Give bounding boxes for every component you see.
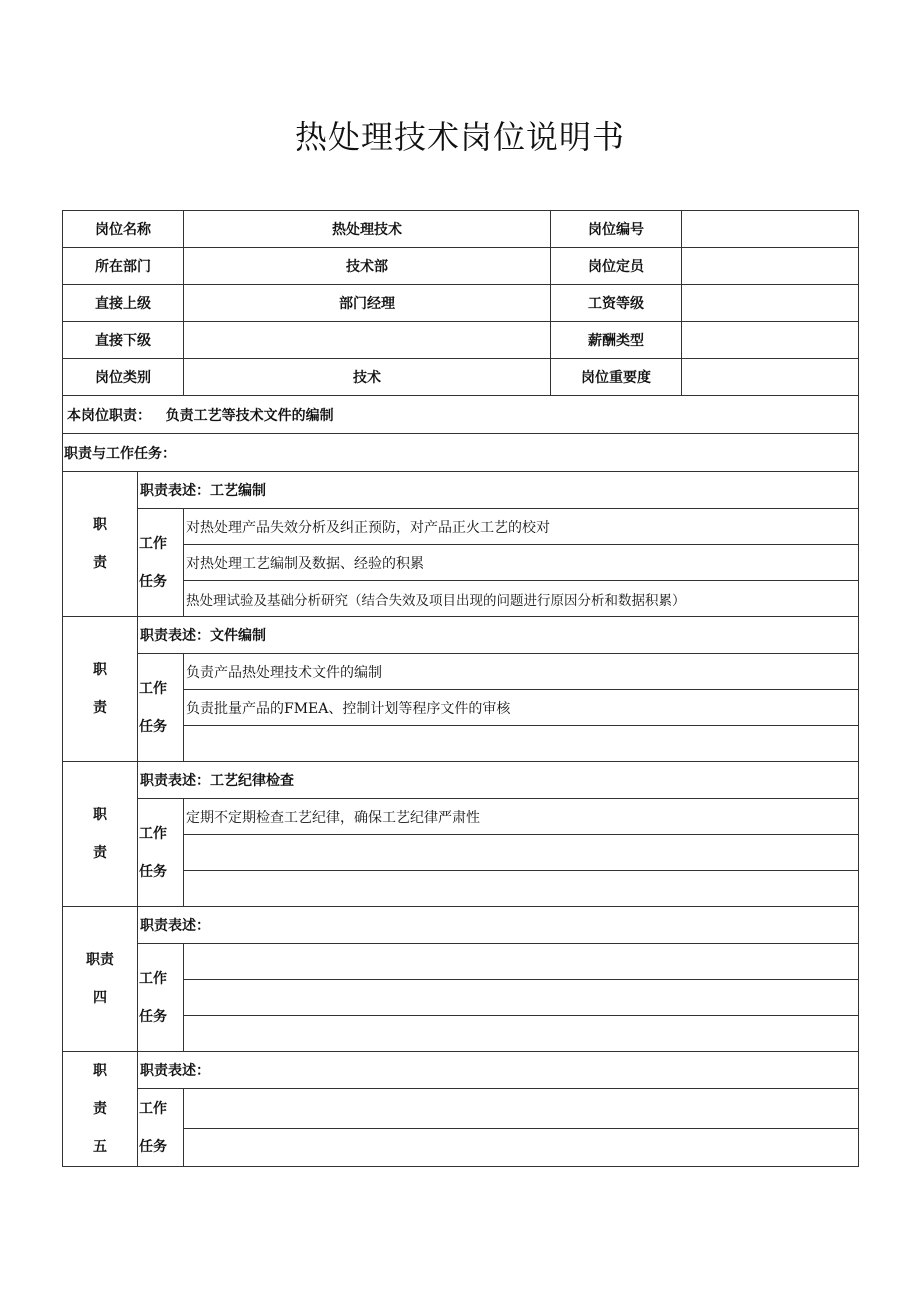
duty-4-task bbox=[184, 980, 859, 1016]
category-value: 技术 bbox=[184, 359, 551, 396]
duty-description-row bbox=[63, 617, 859, 654]
duty-description-row bbox=[63, 472, 859, 509]
duty-1-task-label: 工作 任务 bbox=[138, 509, 184, 617]
salary-grade-label: 工资等级 bbox=[551, 285, 682, 322]
duty-4-description: 职责表述： bbox=[138, 907, 859, 944]
duty-2-task bbox=[184, 726, 859, 762]
duty-4-task bbox=[184, 1016, 859, 1052]
info-row bbox=[63, 359, 859, 396]
info-row bbox=[63, 248, 859, 285]
subordinate-value bbox=[184, 322, 551, 359]
duty-2-task: 负责产品热处理技术文件的编制 bbox=[184, 654, 859, 690]
pay-type-label: 薪酬类型 bbox=[551, 322, 682, 359]
position-name-label: 岗位名称 bbox=[63, 211, 184, 248]
duty-4-task bbox=[184, 944, 859, 980]
headcount-value bbox=[682, 248, 859, 285]
duty-3-task: 定期不定期检查工艺纪律，确保工艺纪律严肃性 bbox=[184, 799, 859, 835]
duty-2-label: 职 责 bbox=[63, 617, 138, 762]
duty-2-task: 负责批量产品的FMEA、控制计划等程序文件的审核 bbox=[184, 690, 859, 726]
task-row bbox=[63, 509, 859, 545]
supervisor-value: 部门经理 bbox=[184, 285, 551, 322]
pay-type-value bbox=[682, 322, 859, 359]
duty-3-description: 职责表述：工艺纪律检查 bbox=[138, 762, 859, 799]
position-number-label: 岗位编号 bbox=[551, 211, 682, 248]
task-row bbox=[63, 654, 859, 690]
info-row bbox=[63, 322, 859, 359]
responsibility-label: 本岗位职责： bbox=[67, 407, 151, 424]
info-row bbox=[63, 285, 859, 322]
responsibility-cell bbox=[63, 396, 859, 434]
duty-description-row bbox=[63, 762, 859, 799]
subordinate-label: 直接下级 bbox=[63, 322, 184, 359]
duty-3-task bbox=[184, 835, 859, 871]
duty-1-task: 对热处理工艺编制及数据、经验的积累 bbox=[184, 545, 859, 581]
duty-1-label: 职 责 bbox=[63, 472, 138, 617]
category-label: 岗位类别 bbox=[63, 359, 184, 396]
duty-5-task bbox=[184, 1089, 859, 1129]
info-row bbox=[63, 211, 859, 248]
task-row bbox=[63, 799, 859, 835]
importance-label: 岗位重要度 bbox=[551, 359, 682, 396]
task-row bbox=[63, 1089, 859, 1129]
duty-3-task-label: 工作 任务 bbox=[138, 799, 184, 907]
duties-heading-row bbox=[63, 434, 859, 472]
duty-1-task: 对热处理产品失效分析及纠正预防，对产品正火工艺的校对 bbox=[184, 509, 859, 545]
duty-5-description: 职责表述： bbox=[138, 1052, 859, 1089]
duty-3-label: 职 责 bbox=[63, 762, 138, 907]
salary-grade-value bbox=[682, 285, 859, 322]
headcount-label: 岗位定员 bbox=[551, 248, 682, 285]
duty-2-description: 职责表述：文件编制 bbox=[138, 617, 859, 654]
supervisor-label: 直接上级 bbox=[63, 285, 184, 322]
job-description-table bbox=[62, 210, 859, 1167]
responsibility-row bbox=[63, 396, 859, 434]
duty-1-task: 热处理试验及基础分析研究（结合失效及项目出现的问题进行原因分析和数据积累） bbox=[184, 581, 859, 617]
department-value: 技术部 bbox=[184, 248, 551, 285]
duty-5-label: 职 责 五 bbox=[63, 1052, 138, 1167]
page-title: 热处理技术岗位说明书 bbox=[294, 118, 625, 156]
importance-value bbox=[682, 359, 859, 396]
duty-description-row bbox=[63, 1052, 859, 1089]
duty-3-task bbox=[184, 871, 859, 907]
duty-5-task-label: 工作 任务 bbox=[138, 1089, 184, 1167]
responsibility-text: 负责工艺等技术文件的编制 bbox=[165, 407, 334, 424]
position-number-value bbox=[682, 211, 859, 248]
duty-description-row bbox=[63, 907, 859, 944]
duty-1-description: 职责表述：工艺编制 bbox=[138, 472, 859, 509]
duty-2-task-label: 工作 任务 bbox=[138, 654, 184, 762]
position-name-value: 热处理技术 bbox=[184, 211, 551, 248]
department-label: 所在部门 bbox=[63, 248, 184, 285]
duty-5-task bbox=[184, 1128, 859, 1167]
task-row bbox=[63, 944, 859, 980]
duty-4-task-label: 工作 任务 bbox=[138, 944, 184, 1052]
duties-heading: 职责与工作任务： bbox=[63, 434, 859, 472]
duty-4-label: 职责 四 bbox=[63, 907, 138, 1052]
